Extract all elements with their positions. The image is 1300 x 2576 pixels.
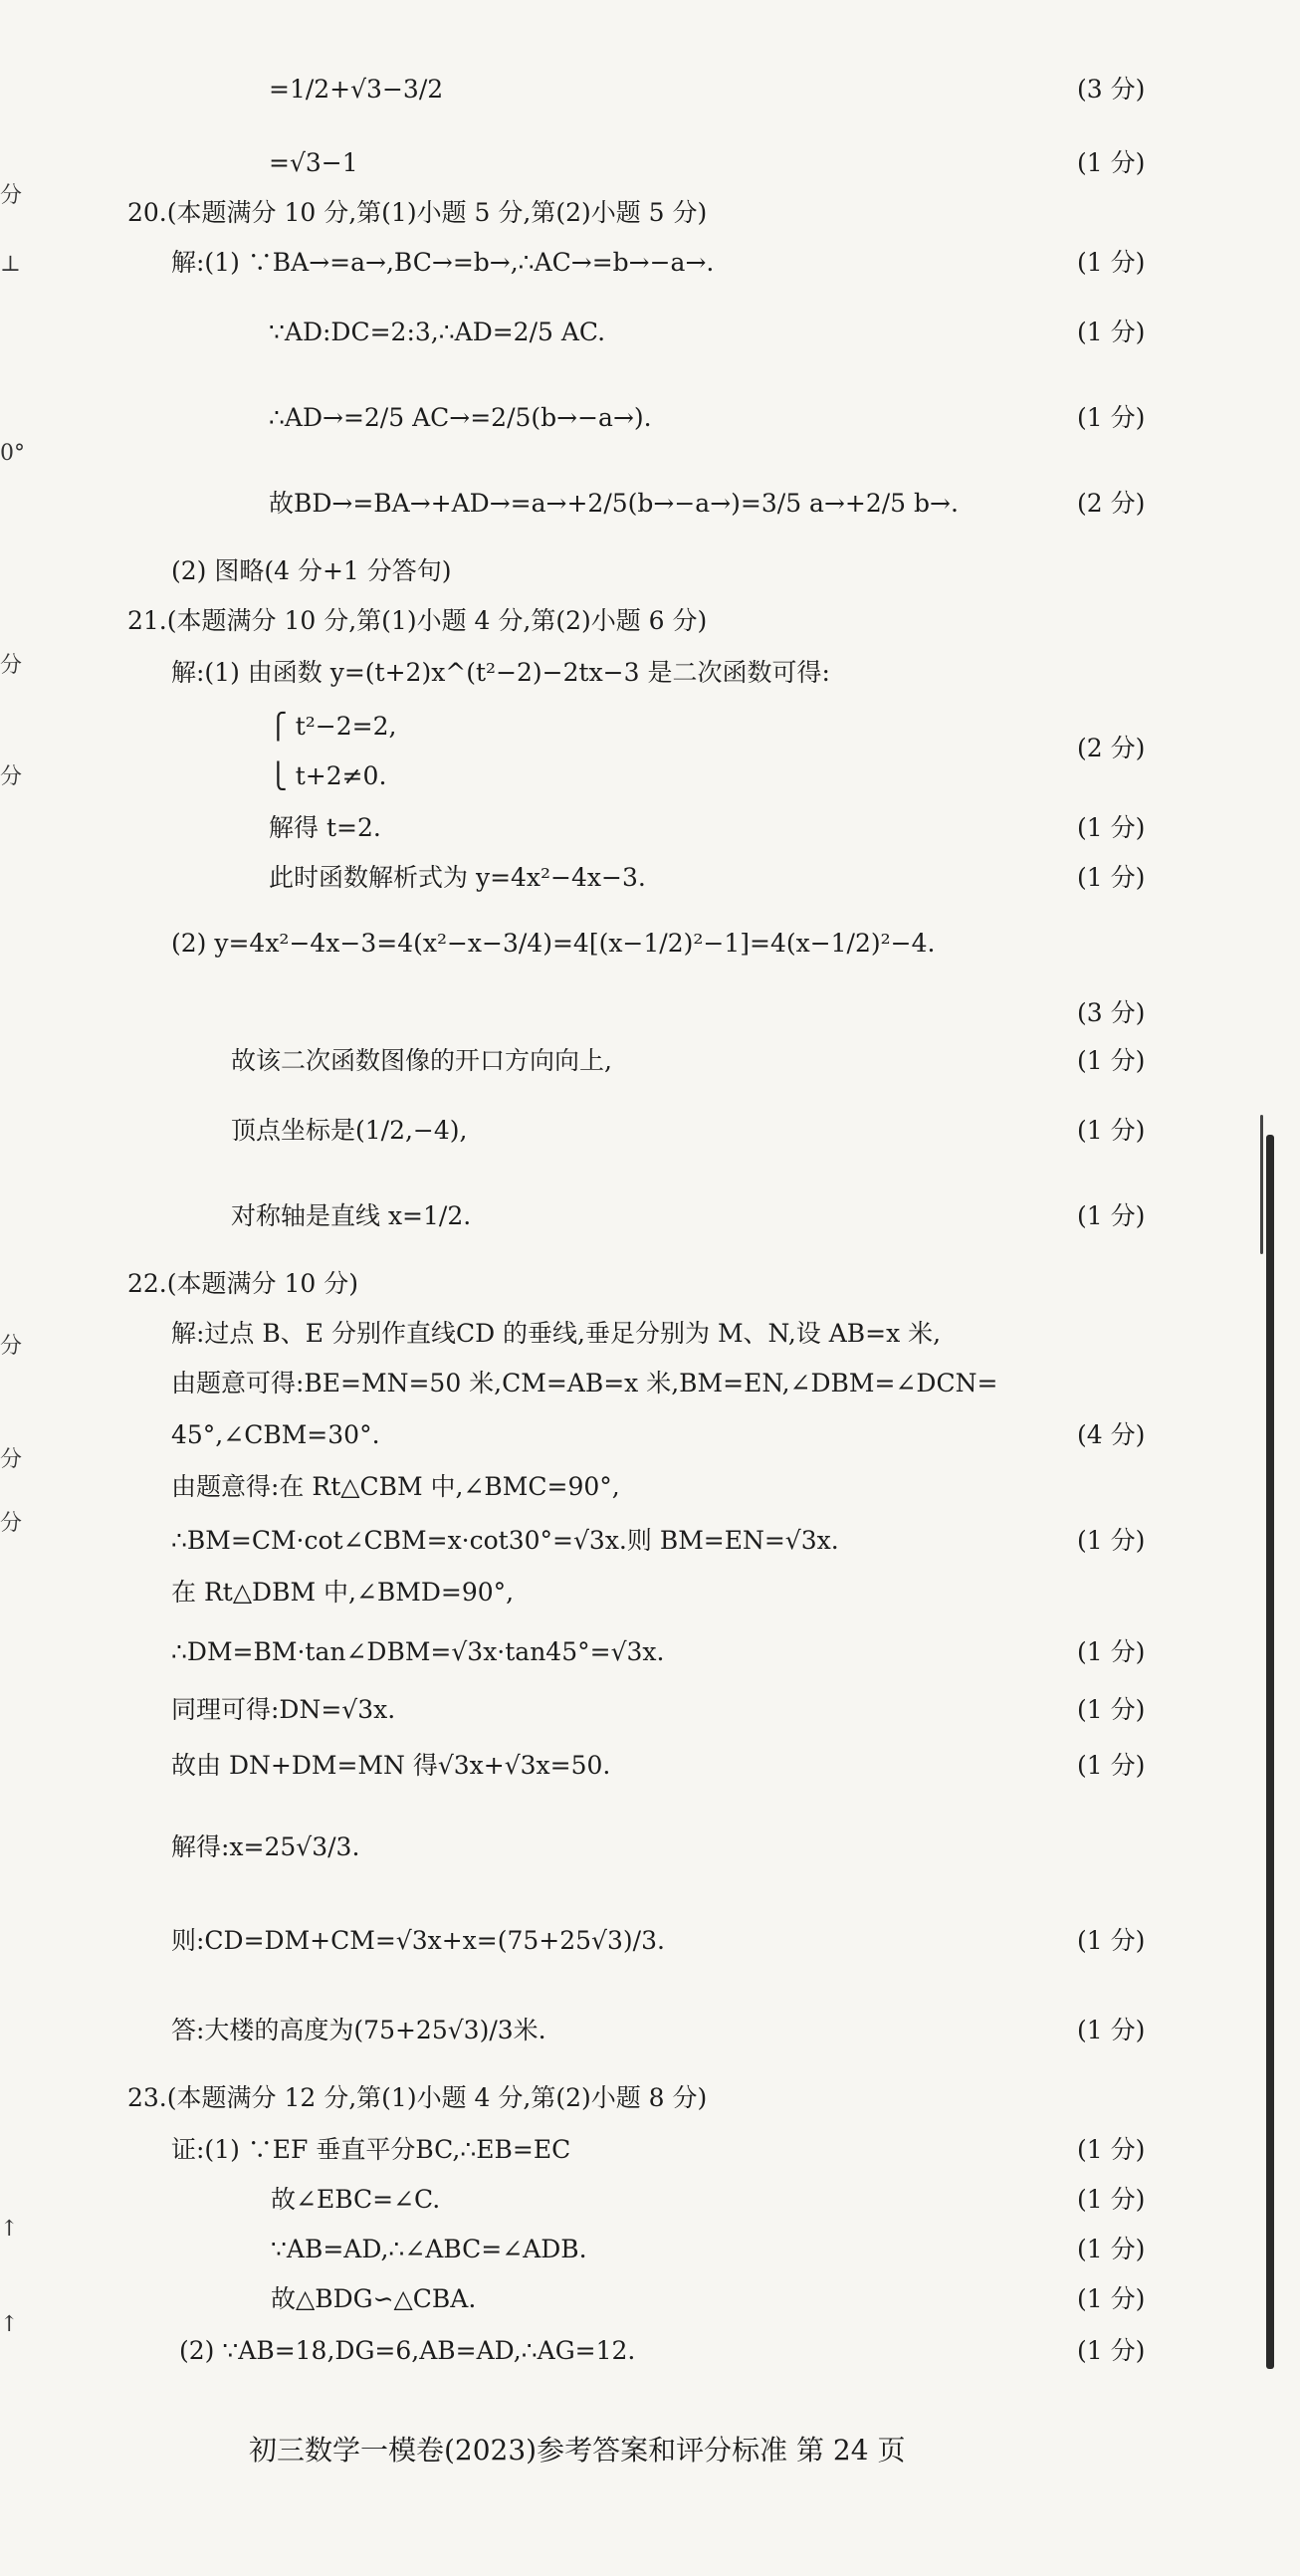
solution-line: 22.(本题满分 10 分) bbox=[127, 1269, 358, 1298]
solution-line: =√3−1 bbox=[269, 148, 358, 177]
score-mark: (1 分) bbox=[1077, 1751, 1146, 1780]
solution-line: (2) y=4x²−4x−3=4(x²−x−3/4)=4[(x−1/2)²−1]=4(x−1/2)²−4. bbox=[171, 929, 936, 958]
solution-line: (2) ∵AB=18,DG=6,AB=AD,∴AG=12. bbox=[179, 2336, 636, 2365]
score-mark: (1 分) bbox=[1077, 318, 1146, 346]
score-mark: (3 分) bbox=[1077, 998, 1146, 1027]
score-mark: (1 分) bbox=[1077, 1637, 1146, 1666]
score-mark: (1 分) bbox=[1077, 1526, 1146, 1555]
solution-line: 对称轴是直线 x=1/2. bbox=[231, 1201, 472, 1230]
edge-fragment: ↑ bbox=[0, 2217, 19, 2242]
edge-fragment: 分 bbox=[0, 183, 23, 208]
edge-fragment: 分 bbox=[0, 764, 23, 789]
solution-line: ∵AD:DC=2:3,∴AD=2/5 AC. bbox=[269, 318, 606, 346]
solution-line: 21.(本题满分 10 分,第(1)小题 4 分,第(2)小题 6 分) bbox=[127, 606, 708, 635]
solution-line: 证:(1) ∵EF 垂直平分BC,∴EB=EC bbox=[171, 2135, 571, 2164]
solution-line: 45°,∠CBM=30°. bbox=[171, 1420, 380, 1449]
score-mark: (1 分) bbox=[1077, 1695, 1146, 1724]
edge-fragment: ↑ bbox=[0, 2312, 19, 2337]
score-mark: (2 分) bbox=[1077, 489, 1146, 518]
solution-line: ⎩ t+2≠0. bbox=[269, 761, 387, 790]
solution-line: 同理可得:DN=√3x. bbox=[171, 1695, 396, 1724]
edge-fragment: 分 bbox=[0, 653, 23, 678]
score-mark: (1 分) bbox=[1077, 863, 1146, 892]
score-mark: (4 分) bbox=[1077, 1420, 1146, 1449]
solution-line: 故由 DN+DM=MN 得√3x+√3x=50. bbox=[171, 1751, 611, 1780]
solution-line: ∴BM=CM·cot∠CBM=x·cot30°=√3x.则 BM=EN=√3x. bbox=[171, 1526, 839, 1555]
score-mark: (1 分) bbox=[1077, 1046, 1146, 1075]
solution-line: 答:大楼的高度为(75+25√3)/3米. bbox=[171, 2016, 546, 2044]
score-mark: (2 分) bbox=[1077, 734, 1146, 762]
solution-line: ∵AB=AD,∴∠ABC=∠ADB. bbox=[271, 2235, 587, 2263]
score-mark: (1 分) bbox=[1077, 2135, 1146, 2164]
score-mark: (1 分) bbox=[1077, 1116, 1146, 1145]
solution-line: 此时函数解析式为 y=4x²−4x−3. bbox=[269, 863, 646, 892]
score-mark: (1 分) bbox=[1077, 2016, 1146, 2044]
solution-line: 由题意可得:BE=MN=50 米,CM=AB=x 米,BM=EN,∠DBM=∠DCN= bbox=[171, 1369, 998, 1397]
scan-edge-shadow bbox=[1266, 1135, 1274, 2369]
solution-line: ∴AD→=2/5 AC→=2/5(b→−a→). bbox=[269, 403, 652, 432]
score-mark: (1 分) bbox=[1077, 2235, 1146, 2263]
solution-line: 由题意得:在 Rt△CBM 中,∠BMC=90°, bbox=[171, 1472, 620, 1501]
solution-line: 解得:x=25√3/3. bbox=[171, 1832, 360, 1861]
solution-line: 解得 t=2. bbox=[269, 813, 381, 842]
solution-line: 故BD→=BA→+AD→=a→+2/5(b→−a→)=3/5 a→+2/5 b→. bbox=[269, 489, 959, 518]
solution-line: 顶点坐标是(1/2,−4), bbox=[231, 1116, 468, 1145]
solution-line: 20.(本题满分 10 分,第(1)小题 5 分,第(2)小题 5 分) bbox=[127, 198, 708, 227]
scan-edge-mark bbox=[1260, 1115, 1263, 1254]
score-mark: (1 分) bbox=[1077, 248, 1146, 277]
score-mark: (1 分) bbox=[1077, 2284, 1146, 2313]
solution-line: 解:过点 B、E 分别作直线CD 的垂线,垂足分别为 M、N,设 AB=x 米, bbox=[171, 1319, 942, 1348]
edge-fragment: 分 bbox=[0, 1334, 23, 1359]
solution-line: 故∠EBC=∠C. bbox=[271, 2185, 441, 2214]
edge-fragment: 分 bbox=[0, 1447, 23, 1472]
score-mark: (1 分) bbox=[1077, 2185, 1146, 2214]
score-mark: (1 分) bbox=[1077, 148, 1146, 177]
score-mark: (1 分) bbox=[1077, 1201, 1146, 1230]
solution-line: 则:CD=DM+CM=√3x+x=(75+25√3)/3. bbox=[171, 1926, 665, 1955]
score-mark: (1 分) bbox=[1077, 813, 1146, 842]
score-mark: (1 分) bbox=[1077, 403, 1146, 432]
edge-fragment: 分 bbox=[0, 1511, 23, 1536]
solution-line: 在 Rt△DBM 中,∠BMD=90°, bbox=[171, 1578, 515, 1607]
solution-line: 解:(1) ∵BA→=a→,BC→=b→,∴AC→=b→−a→. bbox=[171, 248, 715, 277]
score-mark: (3 分) bbox=[1077, 75, 1146, 104]
solution-line: ∴DM=BM·tan∠DBM=√3x·tan45°=√3x. bbox=[171, 1637, 665, 1666]
edge-fragment: 0° bbox=[0, 441, 25, 466]
solution-line: =1/2+√3−3/2 bbox=[269, 75, 444, 104]
page-footer: 初三数学一模卷(2023)参考答案和评分标准 第 24 页 bbox=[249, 2434, 906, 2467]
edge-fragment: ⊥ bbox=[0, 252, 21, 277]
score-mark: (1 分) bbox=[1077, 2336, 1146, 2365]
score-mark: (1 分) bbox=[1077, 1926, 1146, 1955]
solution-line: ⎧ t²−2=2, bbox=[269, 712, 397, 741]
solution-line: 故该二次函数图像的开口方向向上, bbox=[231, 1046, 612, 1075]
solution-line: (2) 图略(4 分+1 分答句) bbox=[171, 556, 452, 585]
solution-line: 解:(1) 由函数 y=(t+2)x^(t²−2)−2tx−3 是二次函数可得: bbox=[171, 658, 830, 687]
solution-line: 故△BDG∽△CBA. bbox=[271, 2284, 477, 2313]
solution-line: 23.(本题满分 12 分,第(1)小题 4 分,第(2)小题 8 分) bbox=[127, 2083, 708, 2112]
